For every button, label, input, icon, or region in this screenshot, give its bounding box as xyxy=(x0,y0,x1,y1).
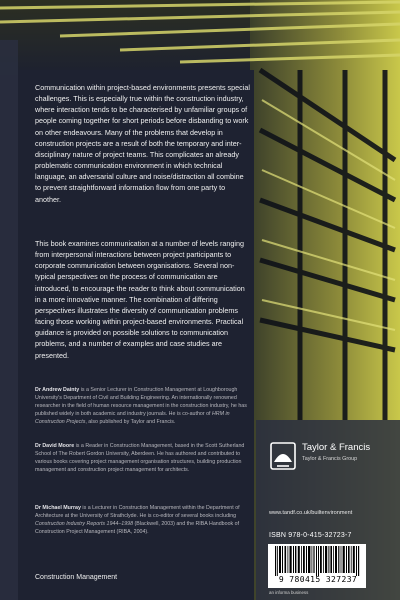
author-bio-dainty: Dr Andrew Dainty is a Senior Lecturer in Construction Management at Loughborough University's Department of Civil and Building Engineering. An internationally renowned researcher in the field of human resource management in the construction industry, he has published widely in both academic and industry journals. He is co-author of HRM in Construction Projects, also published by Taylor and Francis. xyxy=(35,387,247,425)
author-bio-murray: Dr Michael Murray is a Lecturer in Construction Management within the Department of Architecture at the University of Strathclyde. He is co-editor of several books including Construction Industry Reports 1944–1998 (Blackwell, 2003) and the RIBA Handbook of Construction Project Management (RIBA, 2004). xyxy=(35,505,240,535)
barcode-bars xyxy=(275,546,361,576)
author-name: Dr Michael Murray xyxy=(35,505,81,511)
isbn-number: ISBN 978-0-415-32723-7 xyxy=(269,532,352,539)
publisher-name: Taylor & Francis xyxy=(302,442,371,453)
author-name: Dr Andrew Dainty xyxy=(35,387,80,393)
publisher-logo-icon xyxy=(268,440,298,474)
series-name: Construction Management xyxy=(35,574,118,581)
informa-imprint: an informa business xyxy=(269,590,309,595)
barcode-digits: 9 780415 327237 xyxy=(278,575,358,584)
publisher-group: Taylor & Francis Group xyxy=(302,456,358,462)
author-bio-moore: Dr David Moore is a Reader in Construction Management, based in the Scott Sutherland School of The Robert Gordon University, Aberdeen. He has authored and contributed to various books covering project management organisation structures, building production management and construction project management for architects. xyxy=(35,443,245,473)
barcode xyxy=(268,544,366,588)
author-name: Dr David Moore xyxy=(35,443,75,449)
publisher-url[interactable]: www.tandf.co.uk/builtenvironment xyxy=(269,510,353,516)
blurb-paragraph-2: This book examines communication at a number of levels ranging from interpersonal interactions between project participants to corporate communication between organisations. Several non-typical perspectives on the process of communication are introduced, to encourage the reader to think about communication in a more innovative manner. The combination of differing perspectives illustrates the diversity of communication problems facing those working within project-based environments. Practical guidance is provided on possible solutions to communication problems, and a number of examples and case studies are presented. xyxy=(35,239,245,360)
blurb-paragraph-1: Communication within project-based environments presents special challenges. This is especially true within the construction industry, where interaction tends to be characterised by unfamiliar groups of people coming together for short periods before disbanding to work on other endeavours. Many of the problems that develop in construction projects are a result of both the temporary and inter-disciplinary nature of project teams. This complicates an already problematic communication environment in which technical language, an adversarial culture and noise/distraction all combine to prevent straightforward information flow from one party to another. xyxy=(35,83,250,204)
